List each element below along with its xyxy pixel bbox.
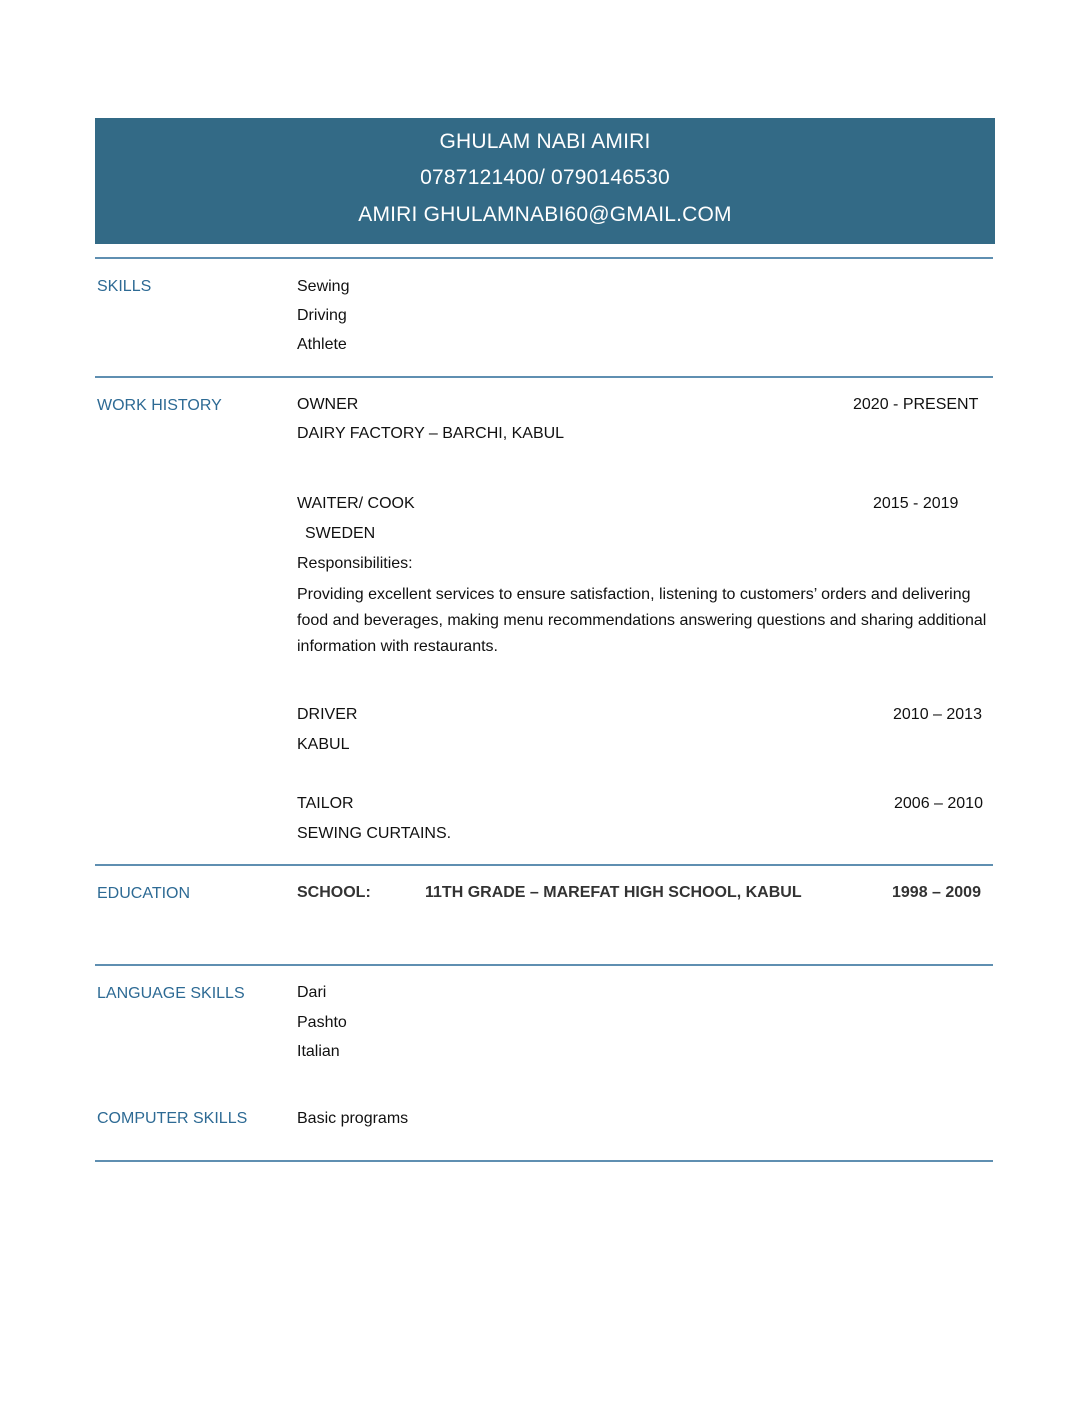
section-divider <box>95 864 993 866</box>
computer-skills-value: Basic programs <box>297 1110 409 1127</box>
skills-heading: SKILLS <box>97 278 152 295</box>
section-divider <box>95 257 993 259</box>
applicant-name: GHULAM NABI AMIRI <box>439 130 651 153</box>
education-label: SCHOOL: <box>297 884 371 901</box>
section-divider <box>95 376 993 378</box>
computer-skills-heading: COMPUTER SKILLS <box>97 1110 248 1127</box>
responsibilities-label: Responsibilities: <box>297 555 413 572</box>
job-place: DAIRY FACTORY – BARCHI, KABUL <box>297 425 565 442</box>
job-title: TAILOR <box>297 795 354 812</box>
applicant-email: AMIRI GHULAMNABI60@GMAIL.COM <box>358 203 732 226</box>
applicant-phone: 0787121400/ 0790146530 <box>420 166 670 189</box>
responsibilities-text: Providing excellent services to ensure satisfaction, listening to customers’ orders and delivering food and beverages, making menu recommendations answering questions and sharing additional information with restaurants. <box>297 586 987 655</box>
job-title: WAITER/ COOK <box>297 495 415 512</box>
skill-item: Sewing <box>297 278 350 295</box>
job-place: SWEDEN <box>305 525 376 542</box>
language-skills-heading: LANGUAGE SKILLS <box>97 985 245 1002</box>
skill-item: Driving <box>297 307 347 324</box>
job-title: DRIVER <box>297 706 358 723</box>
language-item: Dari <box>297 984 327 1001</box>
education-detail: 11TH GRADE – MAREFAT HIGH SCHOOL, KABUL <box>425 884 802 901</box>
job-title: OWNER <box>297 396 359 413</box>
education-heading: EDUCATION <box>97 885 191 902</box>
job-place: SEWING CURTAINS. <box>297 825 452 842</box>
job-dates: 2006 – 2010 <box>894 795 983 812</box>
job-dates: 2020 - PRESENT <box>853 396 979 413</box>
job-dates: 2015 - 2019 <box>873 495 959 512</box>
education-dates: 1998 – 2009 <box>892 884 981 901</box>
work-history-heading: WORK HISTORY <box>97 397 222 414</box>
resume-header <box>95 118 995 244</box>
job-dates: 2010 – 2013 <box>893 706 982 723</box>
language-item: Italian <box>297 1043 340 1060</box>
language-item: Pashto <box>297 1014 347 1031</box>
job-place: KABUL <box>297 736 350 753</box>
skill-item: Athlete <box>297 336 347 353</box>
section-divider <box>95 1160 993 1162</box>
section-divider <box>95 964 993 966</box>
